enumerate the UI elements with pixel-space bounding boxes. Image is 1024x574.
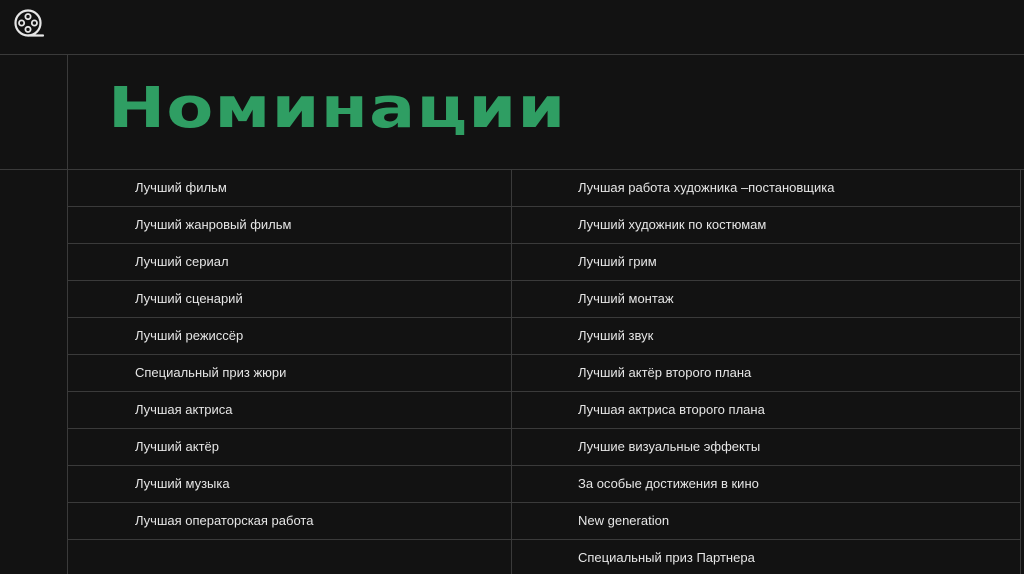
list-item[interactable]: Лучший грим [511,244,1020,281]
page-title: Номинации [108,76,567,141]
list-item[interactable]: Лучший звук [511,318,1020,355]
list-item[interactable]: New generation [511,503,1020,540]
list-item[interactable]: Лучший актёр второго плана [511,355,1020,392]
list-item[interactable]: Лучшая актриса [68,392,511,429]
list-item[interactable]: Лучший жанровый фильм [68,207,511,244]
list-item[interactable]: Лучшая работа художника –постановщика [511,170,1020,207]
nominations-list-left [68,170,511,540]
list-item[interactable]: Лучший актёр [68,429,511,466]
nominations-list-right [511,170,1020,574]
list-item[interactable]: Лучшая операторская работа [68,503,511,540]
list-item[interactable]: Лучший сценарий [68,281,511,318]
header-divider [0,54,1024,55]
list-item[interactable]: Лучший монтаж [511,281,1020,318]
list-item[interactable]: Лучший фильм [68,170,511,207]
list-item[interactable]: Специальный приз жюри [68,355,511,392]
list-item[interactable]: Лучший сериал [68,244,511,281]
list-item[interactable]: Лучшие визуальные эффекты [511,429,1020,466]
list-item[interactable]: Лучший художник по костюмам [511,207,1020,244]
right-edge-line [1020,170,1021,574]
list-item[interactable]: Лучшая актриса второго плана [511,392,1020,429]
list-item[interactable]: Лучший режиссёр [68,318,511,355]
list-item[interactable]: Специальный приз Партнера [578,550,755,565]
list-item[interactable]: Лучший музыка [68,466,511,503]
list-item[interactable]: За особые достижения в кино [511,466,1020,503]
film-reel-icon[interactable] [13,8,45,38]
